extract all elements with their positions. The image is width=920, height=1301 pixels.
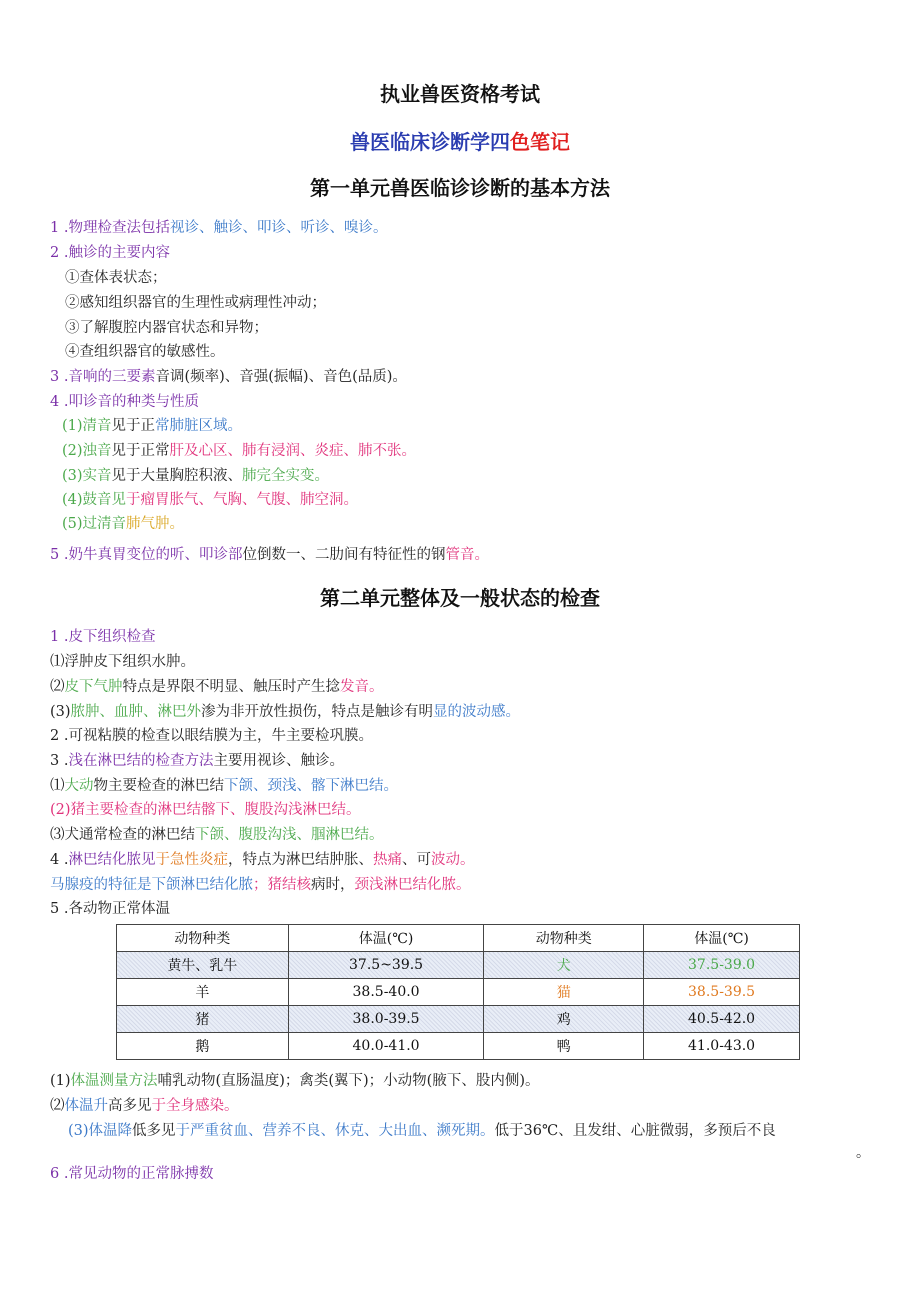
unit2-item-1 (50, 627, 155, 647)
unit1-subitem-2 (65, 293, 326, 313)
unit2-subitem-1 (50, 652, 195, 672)
unit2-subitem-8 (50, 1096, 239, 1116)
line-text: 于全身感染。 (151, 1098, 239, 1114)
table-cell: 黄牛、乳牛 (117, 952, 289, 979)
line-text: (4)鼓音见 (62, 492, 127, 508)
unit1-subitem-4 (65, 342, 225, 362)
line-text: 发音。 (340, 679, 384, 695)
table-row (117, 952, 800, 979)
unit1-heading: 第一单元兽医临诊诊断的基本方法 (310, 176, 610, 200)
unit2-subitem-5 (50, 800, 361, 820)
line-text: 5 .奶牛真胃变位的听、叩诊部 (50, 547, 243, 563)
line-text: 脓肿、血肿、淋巴外 (70, 704, 202, 720)
line-text: 肺完全实变。 (242, 468, 330, 484)
line-text: 高多见 (108, 1098, 152, 1114)
unit2-heading: 第二单元整体及一般状态的检查 (320, 586, 600, 610)
line-text: ⑶犬通常检查的淋巴结 (50, 827, 195, 843)
table-row (117, 1033, 800, 1060)
line-text: ③了解腹腔内器官状态和异物； (65, 320, 268, 336)
line-text: 2 .触诊的主要内容 (50, 245, 170, 261)
line-text: 病时， (311, 877, 355, 893)
line-text: 4 . (50, 852, 69, 868)
line-text: 皮下气肿 (64, 679, 123, 695)
line-text: (3)实音 (62, 468, 112, 484)
table-cell: 38.0-39.5 (288, 1006, 484, 1033)
strangles-note (50, 875, 471, 895)
unit2-subitem-7 (50, 1071, 540, 1091)
line-text: (2)浊音 (62, 443, 112, 459)
line-text: ⑴ (50, 778, 65, 794)
percussion-flat (62, 466, 329, 486)
table-header-cell: 体温(℃) (644, 925, 800, 952)
unit1-item-1 (50, 218, 387, 238)
unit1-item-3 (50, 367, 407, 387)
line-text: 见于正常 (111, 443, 170, 459)
line-text: (3) (50, 704, 71, 720)
table-cell: 38.5-39.5 (644, 979, 800, 1006)
line-text: 3 .音响的三要素 (50, 369, 156, 385)
line-text: 3 . (50, 753, 69, 769)
trailing-period: 。 (856, 1145, 870, 1161)
table-cell: 38.5-40.0 (288, 979, 484, 1006)
percussion-hyperresonant (62, 514, 184, 534)
table-cell: 鹅 (117, 1033, 289, 1060)
line-text: 波动。 (430, 852, 475, 868)
table-row (117, 1006, 800, 1033)
line-text: 热痛 (372, 852, 402, 868)
line-text: ①查体表状态； (65, 270, 167, 286)
unit2-item-4 (50, 850, 474, 870)
line-text: 低多见 (132, 1123, 176, 1139)
unit2-item-6 (50, 1164, 213, 1184)
line-text: 于急性炎症 (155, 852, 228, 868)
table-header-cell: 体温(℃) (288, 925, 484, 952)
line-text: 体温升 (64, 1098, 108, 1114)
percussion-tympanic (62, 490, 358, 510)
line-text: (1)清音 (62, 418, 112, 434)
line-text: 颈浅淋巴结化脓。 (354, 877, 471, 893)
line-text: 物主要检查的淋巴结 (93, 778, 224, 794)
line-text: 1 .物理检查法包括 (50, 220, 170, 236)
notes-title-part2: 色笔记 (510, 130, 570, 154)
table-cell: 37.5-39.0 (644, 952, 800, 979)
unit2-subitem-3 (50, 702, 520, 722)
line-text: 马腺疫的特征是下 (50, 877, 166, 893)
unit2-subitem-4 (50, 776, 398, 796)
line-text: 特点是界限不明显、触压时产生捻 (122, 679, 340, 695)
unit2-item-5 (50, 899, 170, 919)
line-text: 浅在淋巴结的检查方法 (68, 753, 214, 769)
line-text: 低于36℃、且发绀、心脏微弱，多预后不良 (494, 1123, 776, 1139)
line-text: 下颌、颈浅、髂下淋巴结。 (224, 778, 398, 794)
line-text: 哺乳动物(直肠温度)；禽类(翼下)；小动物(腋下、股内侧)。 (157, 1073, 540, 1089)
table-cell: 40.5-42.0 (644, 1006, 800, 1033)
line-text: ⑵ (50, 679, 65, 695)
line-text: ④查组织器官的敏感性。 (65, 344, 225, 360)
line-text: 视诊、触诊、叩诊、听诊、嗅诊。 (169, 220, 388, 236)
temperature-table (116, 924, 800, 1060)
unit2-subitem-9 (68, 1121, 776, 1141)
percussion-clear (62, 416, 242, 436)
line-text: 常肺脏区域。 (155, 418, 243, 434)
unit2-item-2 (50, 726, 373, 746)
line-text: ②感知组织器官的生理性或病理性冲动； (65, 295, 326, 311)
table-cell: 37.5~39.5 (288, 952, 484, 979)
table-header-cell: 动物种类 (117, 925, 289, 952)
unit2-item-3 (50, 751, 344, 771)
table-header-cell: 动物种类 (484, 925, 644, 952)
table-cell: 猪 (117, 1006, 289, 1033)
line-text: 见于大量胸腔积液、 (111, 468, 243, 484)
line-text: 6 .常见动物的正常脉搏数 (50, 1166, 214, 1182)
unit2-subitem-6 (50, 825, 384, 845)
line-text: 管音。 (445, 547, 489, 563)
line-text: 位倒数一、二肋间有特征性的钢 (242, 547, 446, 563)
line-text: 体温测量方法 (70, 1073, 158, 1089)
table-cell: 40.0-41.0 (288, 1033, 484, 1060)
line-text: 主要用视诊、触诊。 (213, 753, 344, 769)
table-cell: 41.0-43.0 (644, 1033, 800, 1060)
table-cell: 鸡 (484, 1006, 644, 1033)
percussion-dull (62, 441, 416, 461)
table-cell: 犬 (484, 952, 644, 979)
line-text: 5 .各动物正常体温 (50, 901, 170, 917)
line-text: 渗为非开放性损伤，特点是触诊有明 (201, 704, 434, 720)
unit1-item-5 (50, 545, 489, 565)
line-text: ；猪结核 (253, 877, 311, 893)
line-text: (5)过清音 (62, 516, 127, 532)
table-cell: 羊 (117, 979, 289, 1006)
line-text: 大动 (64, 778, 94, 794)
line-text: 淋巴结化脓见 (68, 852, 156, 868)
unit1-subitem-3 (65, 318, 268, 338)
unit1-item-4 (50, 392, 199, 412)
line-text: (3)体温降 (68, 1123, 133, 1139)
line-text: 4 .叩诊音的种类与性质 (50, 394, 199, 410)
line-text: 显的波动感。 (433, 704, 521, 720)
line-text: ，特点为淋巴结肿胀、 (227, 852, 373, 868)
line-text: 见于正 (111, 418, 156, 434)
line-text: (1) (50, 1073, 71, 1089)
table-cell: 猫 (484, 979, 644, 1006)
line-text: 、可 (401, 852, 431, 868)
unit2-subitem-2 (50, 677, 384, 697)
table-cell: 鸭 (484, 1033, 644, 1060)
notes-title-part1: 兽医临床诊断学四 (350, 130, 510, 154)
unit1-item-2 (50, 243, 170, 263)
line-text: 颌淋巴结化脓 (166, 877, 253, 893)
line-text: 于严重贫血、营养不良、休克、大出血、濒死期。 (175, 1123, 495, 1139)
line-text: 1 .皮下组织检查 (50, 629, 156, 645)
line-text: (2)猪主要检查的 (50, 802, 158, 818)
line-text: 淋巴结髂下、腹股沟浅淋巴结。 (157, 802, 361, 818)
line-text: 于瘤胃胀气、气胸、气腹、肺空洞。 (126, 492, 359, 508)
line-text: 肝及心区、肺有浸润、炎症、肺不张。 (169, 443, 417, 459)
table-row (117, 979, 800, 1006)
line-text: 音调(频率)、音强(振幅)、音色(品质)。 (155, 369, 407, 385)
line-text: 2 .可视粘膜的检查以眼结膜为主，牛主要检巩膜。 (50, 728, 373, 744)
line-text: ⑵ (50, 1098, 65, 1114)
notes-title (0, 126, 920, 155)
exam-title: 执业兽医资格考试 (380, 82, 540, 106)
line-text: ⑴浮肿皮下组织水肿。 (50, 654, 195, 670)
table-header-row (117, 925, 800, 952)
line-text: 下颌、腹股沟浅、腘淋巴结。 (195, 827, 384, 843)
line-text: 肺气肿。 (126, 516, 185, 532)
unit1-subitem-1 (65, 268, 167, 288)
